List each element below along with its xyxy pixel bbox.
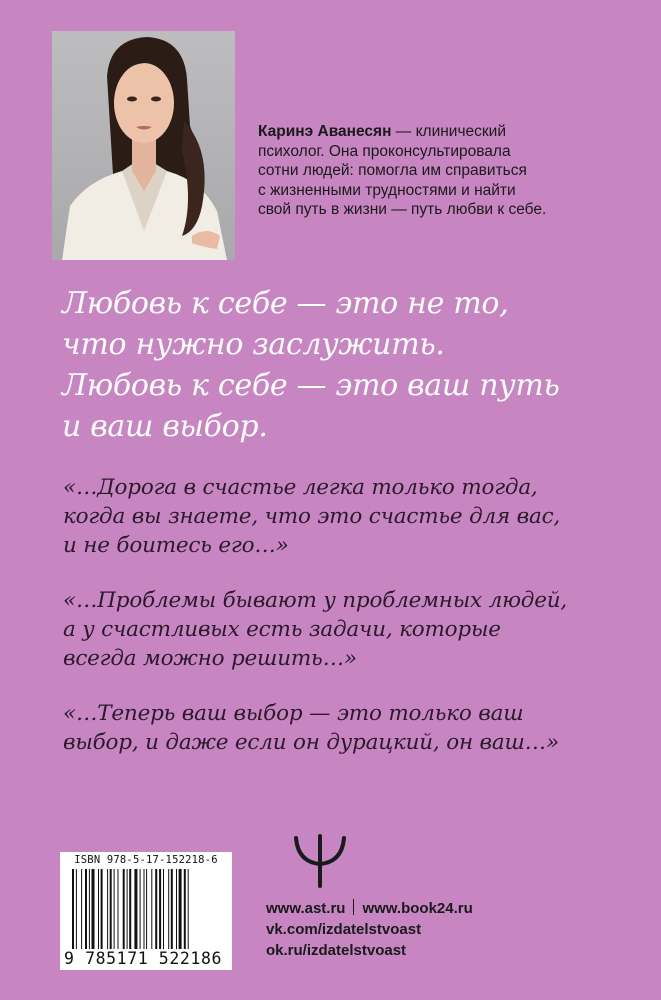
- barcode: [60, 852, 232, 970]
- bio-line: свой путь в жизни — путь любви к себе.: [258, 201, 547, 218]
- bio-line: — клинический: [391, 123, 506, 140]
- lead-line: Любовь к себе — это ваш путь: [62, 368, 560, 403]
- author-name: Каринэ Аванесян: [258, 123, 392, 140]
- isbn-label: ISBN 978-5-17-152218-6: [74, 854, 218, 866]
- lead-line: Любовь к себе — это не то,: [62, 286, 509, 321]
- link-book24[interactable]: www.book24.ru: [362, 900, 473, 917]
- quote-line: «…Проблемы бывают у проблемных людей,: [63, 588, 568, 613]
- quote-line: и не боитесь его…»: [63, 533, 289, 558]
- author-bio: [258, 122, 638, 220]
- link-ast[interactable]: www.ast.ru: [266, 900, 346, 917]
- barcode-bars: [72, 869, 222, 949]
- link-ok[interactable]: ok.ru/izdatelstvoast: [266, 942, 407, 959]
- quote-1: [63, 473, 643, 560]
- quote-line: а у счастливых есть задачи, которые: [63, 617, 501, 642]
- lead-statement: [62, 283, 652, 447]
- publisher-logo-icon: [292, 832, 348, 893]
- lead-line: что нужно заслужить.: [62, 327, 445, 362]
- quote-3: [63, 699, 643, 757]
- link-vk[interactable]: vk.com/izdatelstvoast: [266, 921, 422, 938]
- quote-line: когда вы знаете, что это счастье для вас,: [63, 504, 561, 529]
- link-separator: [353, 899, 354, 915]
- bio-line: психолог. Она проконсультировала: [258, 142, 511, 160]
- quote-line: «…Дорога в счастье легка только тогда,: [63, 475, 538, 500]
- author-photo: [52, 31, 235, 260]
- quote-2: [63, 586, 643, 673]
- quote-line: всегда можно решить…»: [63, 646, 357, 671]
- quote-line: «…Теперь ваш выбор — это только ваш: [63, 701, 524, 726]
- lead-line: и ваш выбор.: [62, 409, 268, 444]
- bio-line: с жизненными трудностями и найти: [258, 181, 516, 199]
- publisher-links: [266, 898, 473, 961]
- barcode-digits: 9 785171 522186: [64, 949, 223, 968]
- quote-line: выбор, и даже если он дурацкий, он ваш…»: [63, 730, 559, 755]
- bio-line: сотни людей: помогла им справиться: [258, 162, 527, 179]
